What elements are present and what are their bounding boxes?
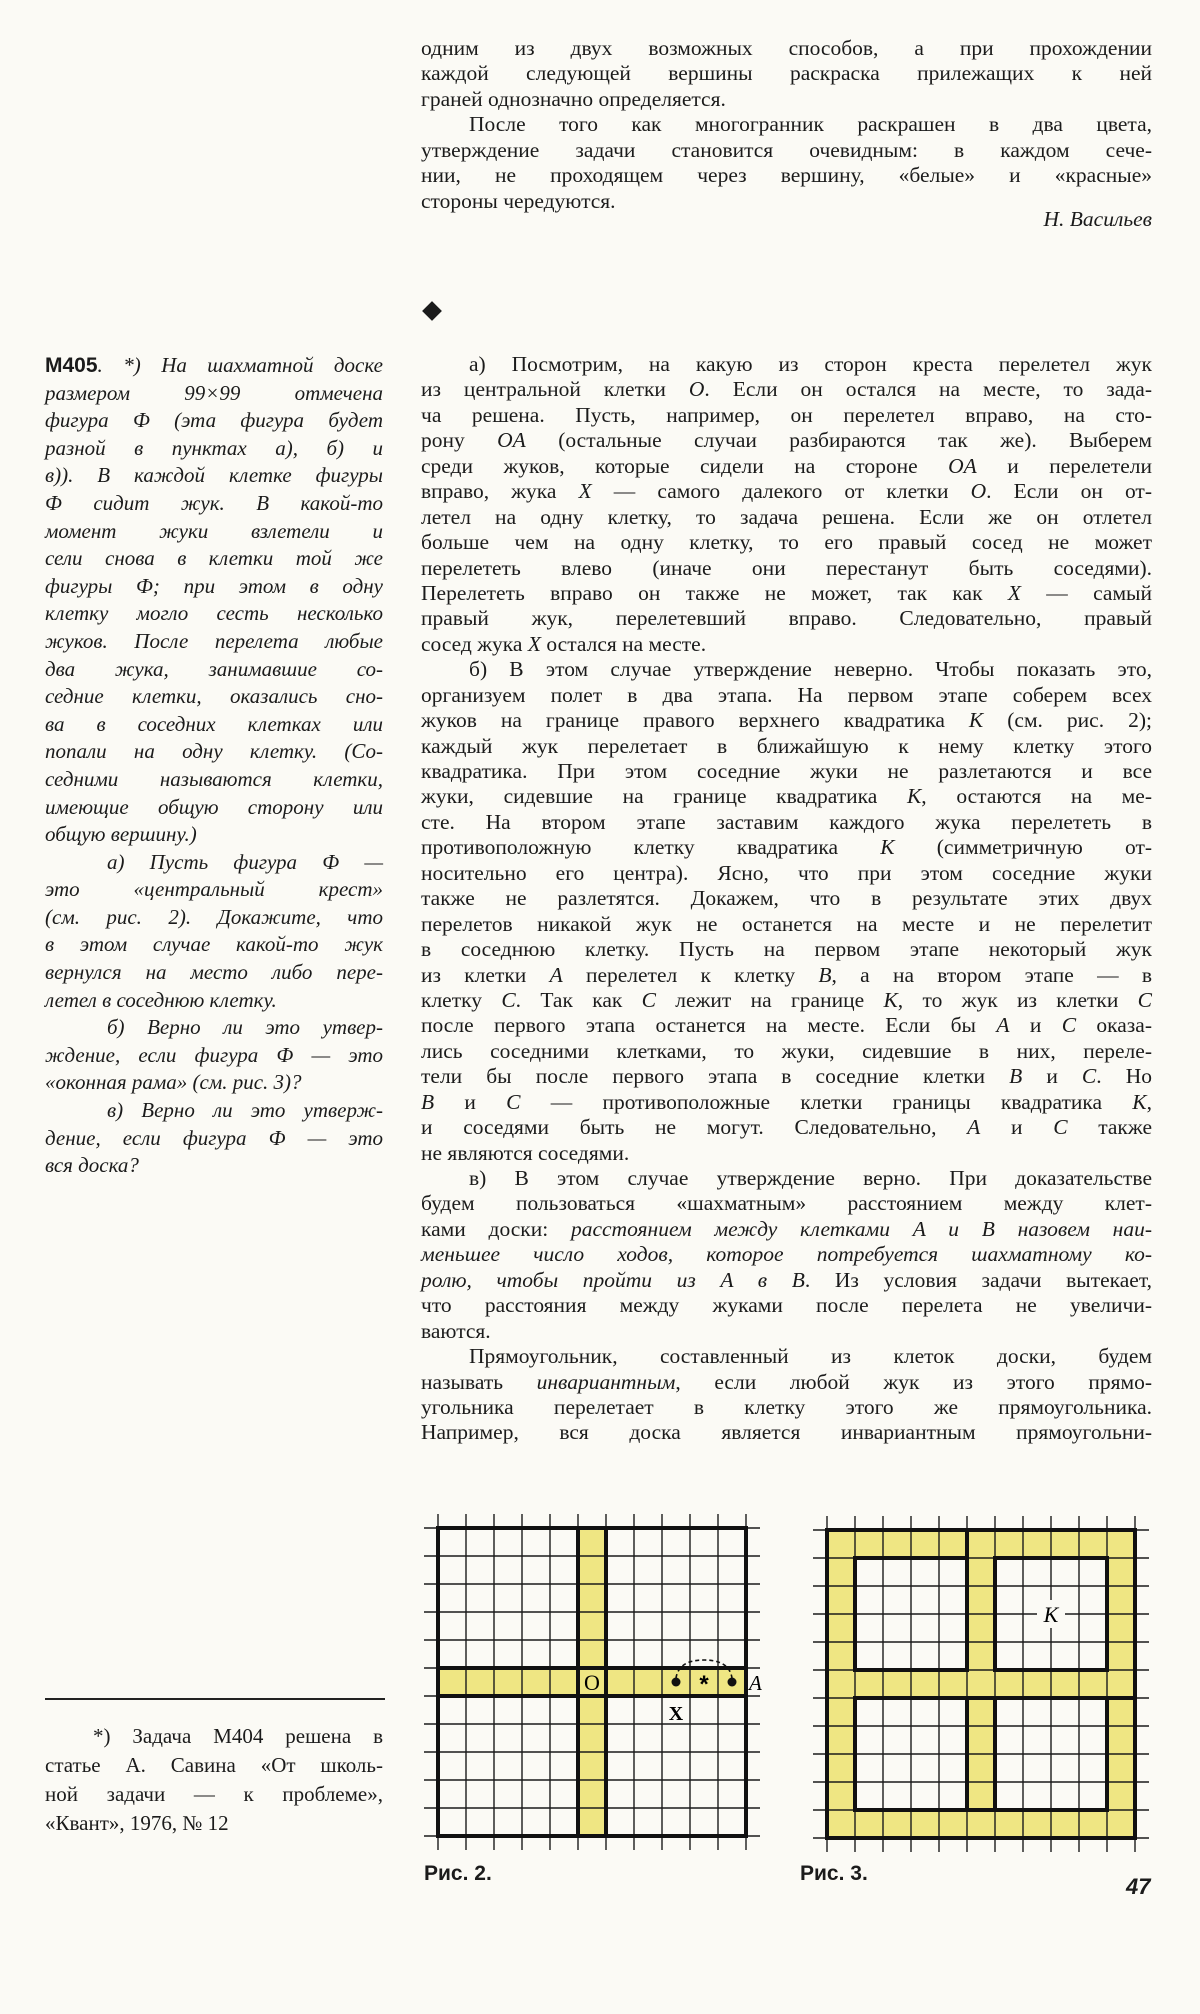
highlighted-cell	[827, 1558, 855, 1586]
text-line: (см. рис. 2). Докажите, что	[45, 904, 383, 929]
text-line: лись соседними клетками, то жуки, сидевшие в них, переле-	[421, 1038, 1152, 1063]
footnote-text	[45, 1722, 383, 1838]
highlighted-cell	[827, 1642, 855, 1670]
highlighted-cell	[967, 1698, 995, 1726]
text-line: летел на одну клетку, то задача решена. Если же он отлетел	[421, 504, 1152, 529]
text-line: клетку C. Так как C лежит на границе K, то жук из клетки C	[421, 987, 1152, 1012]
highlighted-cell	[1023, 1530, 1051, 1558]
text-line: каждый жук перелетает в ближайшую к нему клетку этого	[421, 733, 1152, 758]
text-line: называть инвариантным, если любой жук из этого прямо-	[421, 1369, 1152, 1394]
highlighted-cell	[1079, 1670, 1107, 1698]
figure-3-window-frame	[813, 1516, 1153, 1856]
highlighted-cell	[1107, 1530, 1135, 1558]
solution-text	[421, 352, 1152, 1446]
text-line: летел в соседнюю клетку.	[45, 987, 277, 1012]
text-line: а) Пусть фигура Ф —	[107, 849, 383, 874]
highlighted-cell	[578, 1752, 606, 1780]
text-line: «оконная рама» (см. рис. 3)?	[45, 1070, 302, 1095]
text-line: попали на одну клетку. (Со-	[45, 739, 383, 764]
highlighted-cell	[967, 1642, 995, 1670]
text-line: носительно его центра). Ясно, что при этом соседние жуки	[421, 860, 1152, 885]
text-line: а) Посмотрим, на какую из сторон креста перелетел жук	[469, 352, 1152, 376]
text-line: квадратика. При этом соседние жуки не разлетаются и все	[421, 759, 1152, 783]
text-line: в) Верно ли это утверж-	[107, 1098, 383, 1123]
highlighted-cell	[1107, 1558, 1135, 1586]
highlighted-cell	[1051, 1810, 1079, 1838]
text-line: жуков. После перелета любые	[45, 628, 383, 653]
text-line: «Квант», 1976, № 12	[45, 1811, 229, 1835]
text-line: в этом случае какой-то жук	[45, 932, 383, 957]
highlighted-cell	[550, 1668, 578, 1696]
text-line: статье А. Савина «От школь-	[45, 1753, 383, 1777]
highlighted-cell	[939, 1530, 967, 1558]
text-line: жуков на границе правого верхнего квадратика K (см. рис. 2);	[421, 708, 1152, 733]
text-line: M405. *) На шахматной доске	[45, 353, 383, 377]
figure-3-caption: Рис. 3.	[800, 1862, 868, 1885]
text-line: перелететь влево (иначе они перестанут быть соседями).	[421, 555, 1152, 580]
highlighted-cell	[939, 1810, 967, 1838]
text-line: ками доски: расстоянием между клетками A и B назовем наи-	[421, 1216, 1152, 1241]
highlighted-cell	[967, 1754, 995, 1782]
text-line: размером 99×99 отмечена	[45, 380, 383, 405]
highlighted-cell	[1079, 1810, 1107, 1838]
text-line: противоположную клетку квадратика K (симметричную от-	[421, 835, 1152, 860]
text-line: Перелететь вправо он также не может, так как X — самый	[421, 580, 1153, 605]
highlighted-cell	[827, 1670, 855, 1698]
highlighted-cell	[939, 1670, 967, 1698]
highlighted-cell	[911, 1670, 939, 1698]
solution-part-b	[421, 657, 1152, 1166]
paragraph	[421, 36, 1152, 112]
text-line: в соседнюю клетку. Пусть на первом этапе некоторый жук	[421, 937, 1152, 962]
text-line: вся доска?	[45, 1153, 139, 1178]
text-line: стороны чередуются.	[421, 188, 616, 213]
paragraph	[421, 112, 1152, 214]
text-line: правый жук, перелетевший вправо. Следовательно, правый	[421, 606, 1152, 631]
text-line: тели бы после первого этапа в соседние клетки B и C. Но	[421, 1064, 1152, 1089]
text-line: и соседями быть не могут. Следовательно, A и C также	[421, 1115, 1152, 1140]
highlighted-cell	[1107, 1586, 1135, 1614]
highlighted-cell	[827, 1530, 855, 1558]
highlighted-cell	[1107, 1670, 1135, 1698]
highlighted-cell	[967, 1530, 995, 1558]
text-line: ва в соседних клетках или	[45, 711, 383, 736]
text-line: фигура Ф (эта фигура будет	[45, 408, 383, 433]
text-line: в)). В каждой клетке фигуры	[45, 463, 383, 488]
highlighted-cell	[855, 1530, 883, 1558]
highlighted-cell	[967, 1726, 995, 1754]
highlighted-cell	[827, 1586, 855, 1614]
highlighted-cell	[1107, 1810, 1135, 1838]
text-line: не являются соседями.	[421, 1140, 630, 1165]
highlighted-cell	[995, 1810, 1023, 1838]
text-line: одним из двух возможных способов, а при прохождении	[421, 36, 1152, 60]
highlighted-cell	[827, 1698, 855, 1726]
text-line: седними называются клетки,	[45, 766, 383, 791]
highlighted-cell	[827, 1782, 855, 1810]
text-line: угольника перелетает в клетку этого же прямоугольника.	[421, 1394, 1152, 1419]
highlighted-cell	[967, 1558, 995, 1586]
highlighted-cell	[1023, 1670, 1051, 1698]
highlighted-cell	[827, 1754, 855, 1782]
text-line: ной задачи — к проблеме»,	[45, 1782, 383, 1806]
text-line: Прямоугольник, составленный из клеток доски, будем	[469, 1344, 1152, 1369]
text-line: B и C — противоположные клетки границы квадратика K,	[421, 1089, 1152, 1114]
bug-dot	[728, 1678, 737, 1687]
text-line: это «центральный крест»	[45, 877, 383, 902]
highlighted-cell	[967, 1614, 995, 1642]
text-line: сели снова в клетки той же	[45, 546, 383, 571]
text-line: утверждение задачи становится очевидным: в каждом сече-	[421, 137, 1152, 162]
highlighted-cell	[883, 1810, 911, 1838]
solution-paragraph	[421, 1344, 1152, 1446]
highlighted-cell	[995, 1530, 1023, 1558]
section-diamond-icon	[422, 301, 442, 321]
text-line: организуем полет в два этапа. На первом этапе соберем всех	[421, 682, 1152, 707]
text-line: из клетки A перелетел к клетку B, а на втором этапе — в	[421, 962, 1152, 987]
highlighted-cell	[827, 1810, 855, 1838]
highlighted-cell	[1079, 1530, 1107, 1558]
text-line: в) В этом случае утверждение верно. При доказательстве	[469, 1166, 1152, 1190]
square-label-k: K	[1043, 1602, 1059, 1627]
page-number: 47	[1126, 1874, 1151, 1899]
problem-part-b	[45, 1014, 383, 1097]
problem-condition	[45, 352, 383, 849]
highlighted-cell	[911, 1810, 939, 1838]
highlighted-cell	[1023, 1810, 1051, 1838]
text-line: ролю, чтобы пройти из A в B. Из условия задачи вытекает,	[421, 1267, 1153, 1292]
highlighted-cell	[606, 1668, 634, 1696]
text-line: б) В этом случае утверждение неверно. Чтобы показать это,	[469, 657, 1152, 682]
highlighted-cell	[578, 1808, 606, 1836]
text-line: сосед жука X остался на месте.	[421, 631, 707, 656]
text-line: среди жуков, которые сидели на стороне OA и перелетели	[421, 453, 1153, 478]
highlighted-cell	[1107, 1614, 1135, 1642]
problem-part-a	[45, 849, 383, 1015]
highlighted-cell	[1051, 1530, 1079, 1558]
highlighted-cell	[911, 1530, 939, 1558]
bug-dot	[672, 1678, 681, 1687]
highlighted-cell	[1107, 1642, 1135, 1670]
problem-part-c	[45, 1097, 383, 1180]
highlighted-cell	[578, 1640, 606, 1668]
text-line: два жука, занимавшие со-	[45, 656, 383, 681]
highlighted-cell	[1107, 1782, 1135, 1810]
highlighted-cell	[578, 1556, 606, 1584]
text-line: граней однозначно определяется.	[421, 86, 726, 111]
center-label-o: O	[584, 1670, 600, 1695]
text-line: будем пользоваться «шахматным» расстоянием между клет-	[421, 1191, 1152, 1216]
text-line: сте. На втором этапе заставим каждого жука перелететь в	[421, 809, 1152, 834]
highlighted-cell	[494, 1668, 522, 1696]
text-line: фигуры Ф; при этом в одну	[45, 573, 383, 598]
text-line: Ф сидит жук. В какой-то	[45, 490, 383, 515]
solution-part-a	[421, 352, 1152, 657]
text-line: меньшее число ходов, которое потребуется шахматному ко-	[421, 1242, 1152, 1267]
figure-2-caption: Рис. 2.	[424, 1862, 492, 1885]
highlighted-cell	[578, 1584, 606, 1612]
highlighted-cell	[855, 1810, 883, 1838]
text-line: жуки, сидевшие на границе квадратика K, остаются на ме-	[421, 784, 1152, 809]
text-line: *) Задача M404 решена в	[93, 1724, 383, 1748]
text-line: также не разлетятся. Докажем, что в результате этих двух	[421, 886, 1152, 911]
highlighted-cell	[967, 1670, 995, 1698]
text-line: момент жуки взлетели и	[45, 518, 383, 543]
highlighted-cell	[883, 1530, 911, 1558]
highlighted-cell	[578, 1696, 606, 1724]
highlighted-cell	[883, 1670, 911, 1698]
author-signature: Н. Васильев	[1043, 207, 1152, 231]
text-line: из центральной клетки O. Если он остался на месте, то зада-	[421, 377, 1152, 402]
highlighted-cell	[578, 1528, 606, 1556]
previous-solution-ending	[421, 36, 1152, 214]
highlighted-cell	[438, 1668, 466, 1696]
highlighted-cell	[466, 1668, 494, 1696]
text-line: что расстояния между жуками после перелета не увеличи-	[421, 1293, 1152, 1318]
solution-part-c	[421, 1166, 1152, 1344]
text-line: разной в пунктах а), б) и	[45, 435, 383, 460]
text-line: после первого этапа останется на месте. Если бы A и C оказа-	[421, 1013, 1152, 1038]
highlighted-cell	[522, 1668, 550, 1696]
highlighted-cell	[578, 1724, 606, 1752]
highlighted-cell	[967, 1810, 995, 1838]
highlighted-cell	[1051, 1670, 1079, 1698]
text-line: рону OA (остальные случаи разбираются так же). Выберем	[421, 428, 1153, 453]
figure-2-central-cross	[424, 1514, 764, 1854]
text-line: Например, вся доска является инвариантным прямоугольни-	[421, 1420, 1152, 1445]
text-line: каждой следующей вершины раскраска прилежащих к ней	[421, 61, 1152, 86]
highlighted-cell	[634, 1668, 662, 1696]
highlighted-cell	[1107, 1698, 1135, 1726]
bug-label-x: X	[668, 1703, 684, 1725]
text-line: дение, если фигура Ф — это	[45, 1125, 383, 1150]
text-line: После того как многогранник раскрашен в два цвета,	[469, 112, 1152, 137]
text-line: ваются.	[421, 1318, 491, 1343]
text-line: перелетов никакой жук не останется на месте и не перелетит	[421, 911, 1152, 936]
highlighted-cell	[827, 1614, 855, 1642]
text-line: б) Верно ли это утвер-	[107, 1015, 383, 1040]
text-line: седние клетки, оказались сно-	[45, 684, 383, 709]
highlighted-cell	[967, 1782, 995, 1810]
text-line: ждение, если фигура Ф — это	[45, 1042, 383, 1067]
highlighted-cell	[578, 1612, 606, 1640]
highlighted-cell	[1107, 1726, 1135, 1754]
text-line: имеющие общую сторону или	[45, 794, 383, 819]
text-line: ча решена. Пусть, например, он перелетел вправо, на сто-	[421, 402, 1152, 427]
text-line: нии, не проходящем через вершину, «белые» и «красные»	[421, 163, 1152, 188]
footnote	[45, 1722, 383, 1838]
highlighted-cell	[967, 1586, 995, 1614]
text-line: клетку могло сесть несколько	[45, 601, 383, 626]
highlighted-cell	[827, 1726, 855, 1754]
problem-statement-m405	[45, 352, 383, 1180]
text-line: больше чем на одну клетку, то его правый сосед не может	[421, 530, 1152, 555]
end-label-a: A	[749, 1671, 762, 1695]
text-line: вернулся на место либо пере-	[45, 960, 383, 985]
footnote-divider	[45, 1698, 385, 1700]
star-label: *	[699, 1671, 709, 1698]
highlighted-cell	[995, 1670, 1023, 1698]
highlighted-cell	[578, 1780, 606, 1808]
text-line: общую вершину.)	[45, 822, 197, 847]
highlighted-cell	[1107, 1754, 1135, 1782]
highlighted-cell	[855, 1670, 883, 1698]
text-line: вправо, жука X — самого далекого от клетки O. Если он от-	[421, 479, 1152, 504]
